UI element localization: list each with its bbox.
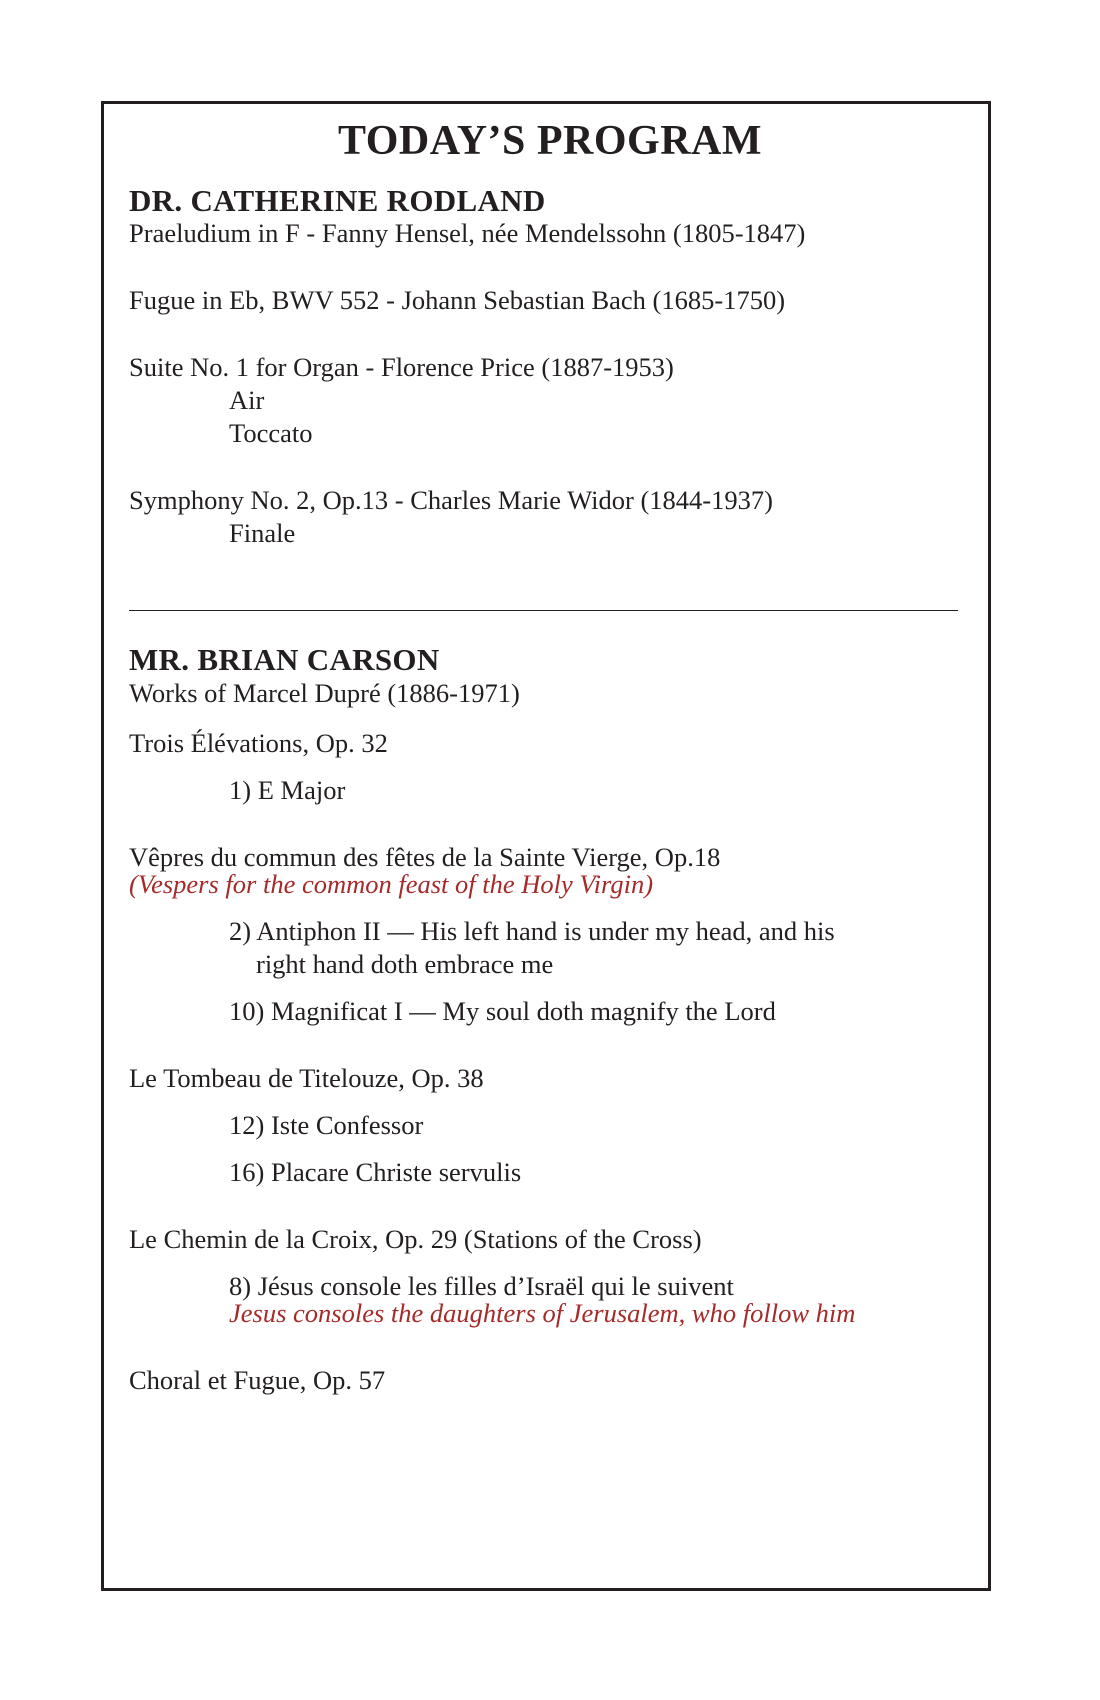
movement-iste-confessor: 12) Iste Confessor (229, 1110, 424, 1140)
movement-finale: Finale (229, 518, 296, 548)
performer-name-carson: MR. BRIAN CARSON (129, 642, 440, 677)
performer-name-rodland: DR. CATHERINE RODLAND (129, 183, 546, 218)
work-praeludium: Praeludium in F - Fanny Hensel, née Mendelssohn (1805-1847) (129, 218, 806, 248)
movement-antiphon-continued: right hand doth embrace me (256, 949, 554, 979)
page-title: TODAY’S PROGRAM (337, 118, 763, 164)
vepres-translation: (Vespers for the common feast of the Holy Virgin) (129, 869, 654, 899)
chemin-translation: Jesus consoles the daughters of Jerusalem, who follow him (229, 1298, 856, 1328)
movement-magnificat: 10) Magnificat I — My soul doth magnify the Lord (229, 996, 776, 1026)
movement-jesus-console: 8) Jésus console les filles d’Israël qui le suivent (229, 1271, 734, 1301)
movement-e-major: 1) E Major (229, 775, 346, 805)
movement-toccato: Toccato (229, 418, 313, 448)
work-vepres: Vêpres du commun des fêtes de la Sainte Vierge, Op.18 (129, 842, 721, 872)
work-chemin: Le Chemin de la Croix, Op. 29 (Stations of the Cross) (129, 1224, 702, 1254)
work-tombeau: Le Tombeau de Titelouze, Op. 38 (129, 1063, 484, 1093)
movement-placare: 16) Placare Christe servulis (229, 1157, 522, 1187)
movement-air: Air (229, 385, 265, 415)
work-symphony: Symphony No. 2, Op.13 - Charles Marie Widor (1844-1937) (129, 485, 773, 515)
movement-antiphon: 2) Antiphon II — His left hand is under my head, and his (229, 916, 835, 946)
work-fugue: Fugue in Eb, BWV 552 - Johann Sebastian Bach (1685-1750) (129, 285, 786, 315)
work-choral-fugue: Choral et Fugue, Op. 57 (129, 1365, 386, 1395)
work-elevations: Trois Élévations, Op. 32 (129, 728, 388, 758)
works-intro: Works of Marcel Dupré (1886-1971) (129, 678, 520, 708)
work-suite: Suite No. 1 for Organ - Florence Price (1887-1953) (129, 352, 674, 382)
section-divider (129, 610, 958, 611)
